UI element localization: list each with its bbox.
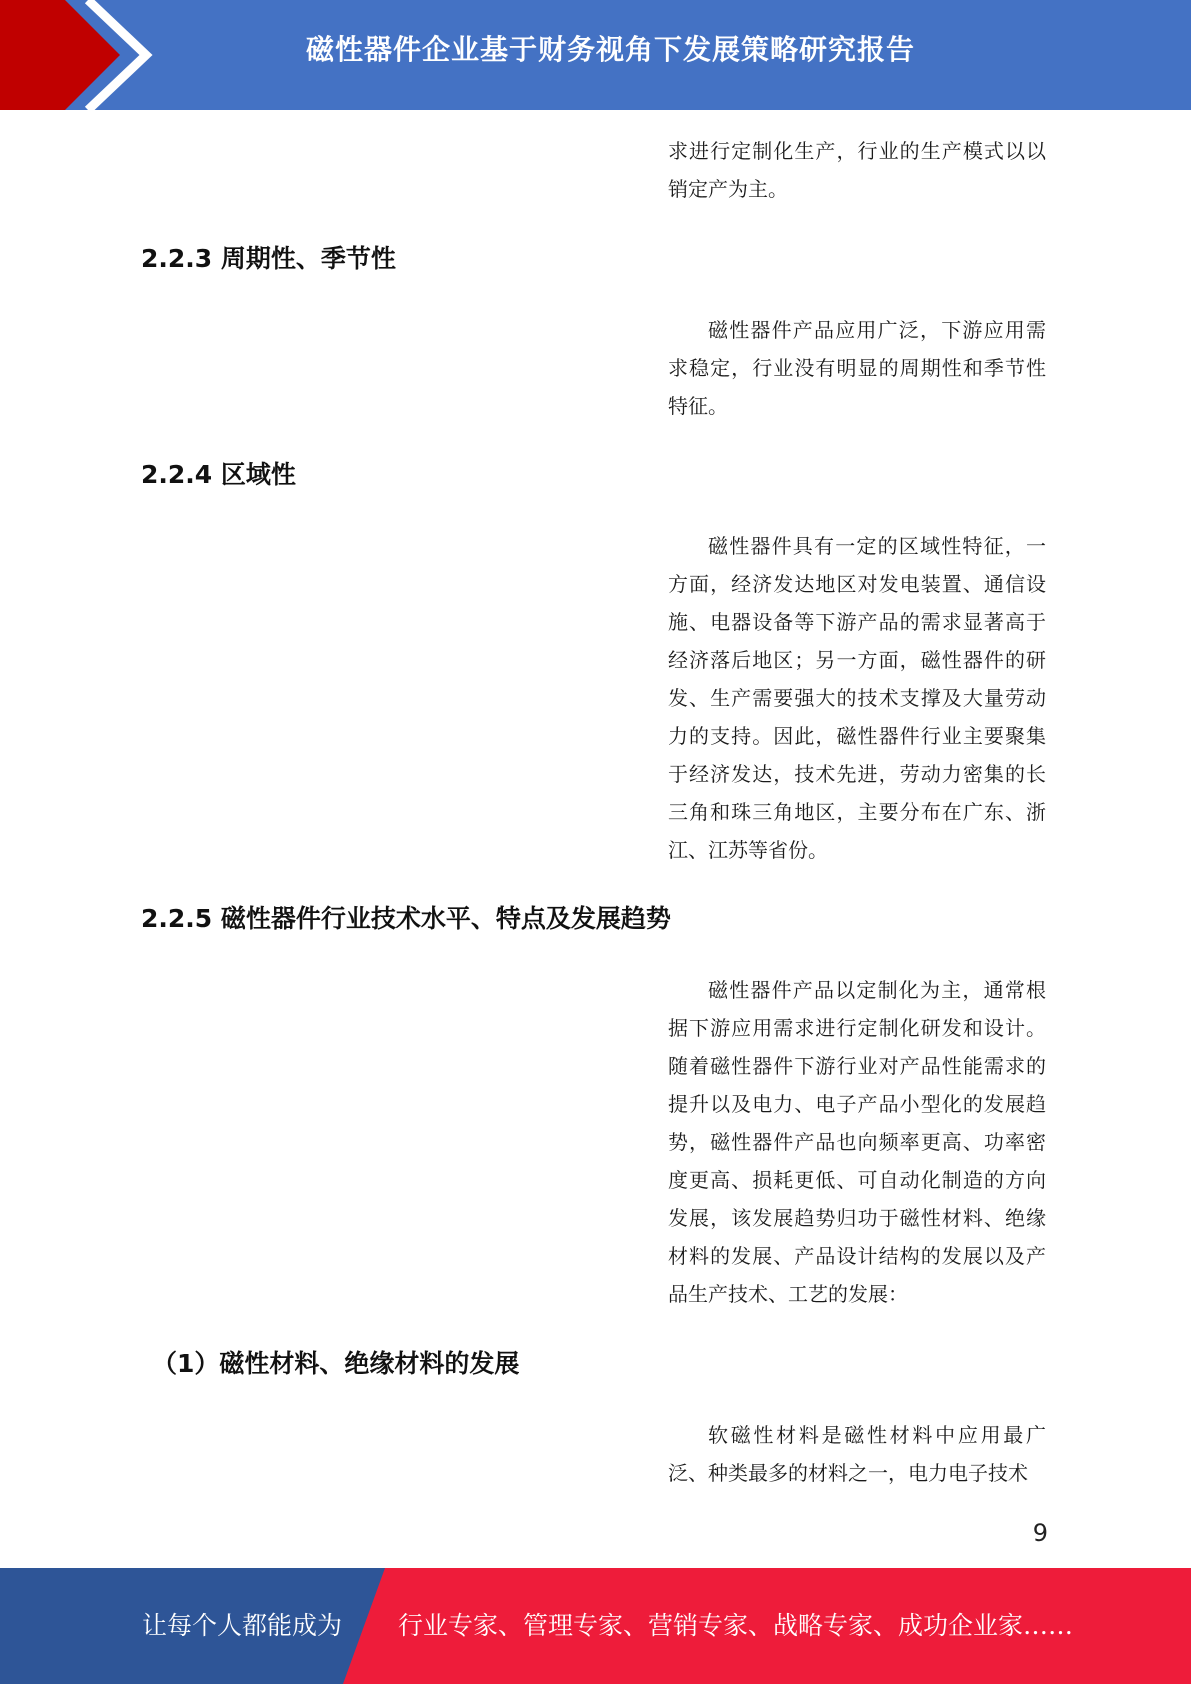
page-footer bbox=[0, 1568, 1191, 1684]
footer-slogan-left: 让每个人都能成为 bbox=[142, 1611, 343, 1640]
report-title: 磁性器件企业基于财务视角下发展策略研究报告 bbox=[305, 33, 915, 66]
subsection-heading-1: （1）磁性材料、绝缘材料的发展 bbox=[152, 1349, 520, 1378]
paragraph-production-mode: 求进行定制化生产，行业的生产模式以以销定产为主。 bbox=[668, 139, 1046, 201]
section-heading-2-2-4: 2.2.4 区域性 bbox=[141, 460, 296, 489]
paragraph-regionality: 磁性器件具有一定的区域性特征，一方面，经济发达地区对发电装置、通信设施、电器设备等下游产品的需求显著高于经济落后地区；另一方面，磁性器件的研发、生产需要强大的技术支撑及大量劳动力的支持。因此，磁性器件行业主要聚集于经济发达，技术先进，劳动力密集的长三角和珠三角地区，主要分布在广东、浙江、江苏等省份。 bbox=[668, 534, 1046, 862]
section-heading-2-2-3: 2.2.3 周期性、季节性 bbox=[141, 244, 396, 273]
paragraph-cyclicality: 磁性器件产品应用广泛，下游应用需求稳定，行业没有明显的周期性和季节性特征。 bbox=[668, 318, 1046, 418]
page-content bbox=[0, 110, 1191, 1565]
section-heading-2-2-5: 2.2.5 磁性器件行业技术水平、特点及发展趋势 bbox=[141, 904, 671, 933]
page-header bbox=[0, 0, 1191, 110]
page-number: 9 bbox=[1032, 1519, 1048, 1547]
footer-slogan-right: 行业专家、管理专家、营销专家、战略专家、成功企业家…… bbox=[398, 1611, 1074, 1640]
paragraph-technology-trends: 磁性器件产品以定制化为主，通常根据下游应用需求进行定制化研发和设计。随着磁性器件下游行业对产品性能需求的提升以及电力、电子产品小型化的发展趋势，磁性器件产品也向频率更高、功率密度更高、损耗更低、可自动化制造的方向发展，该发展趋势归功于磁性材料、绝缘材料的发展、产品设计结构的发展以及产品生产技术、工艺的发展： bbox=[668, 978, 1046, 1306]
paragraph-soft-magnetic: 软磁性材料是磁性材料中应用最广泛、种类最多的材料之一，电力电子技术 bbox=[668, 1423, 1046, 1485]
